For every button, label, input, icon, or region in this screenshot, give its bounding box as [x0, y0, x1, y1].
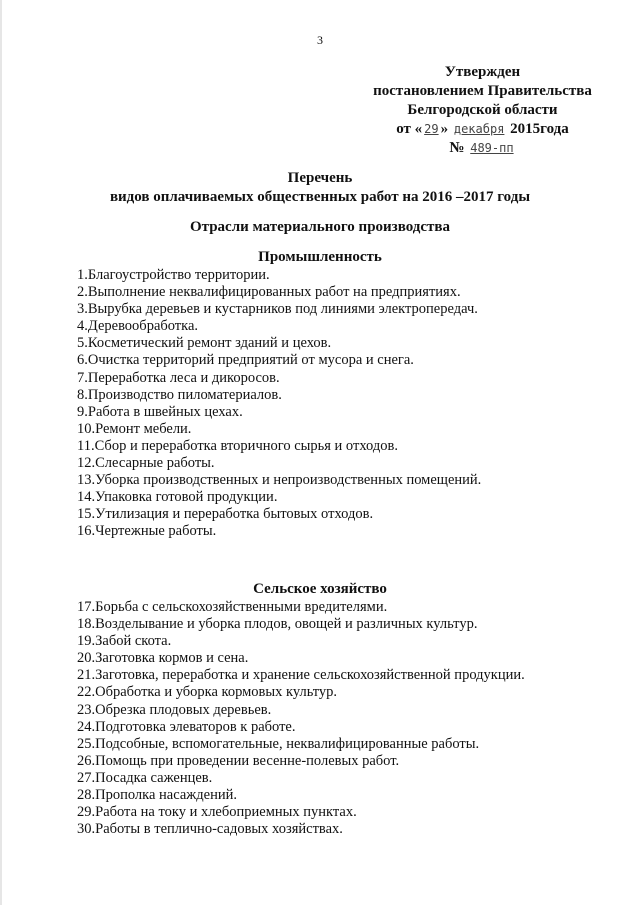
list-item: 20.Заготовка кормов и сена.: [77, 650, 249, 667]
document-title: Перечень: [287, 170, 353, 186]
list-item: 30.Работы в теплично-садовых хозяйствах.: [77, 821, 343, 838]
date-prefix: от «: [396, 121, 423, 137]
agriculture-list: [77, 599, 617, 838]
document-subtitle: видов оплачиваемых общественных работ на 2016 –2017 годы: [109, 189, 531, 205]
list-item: 19.Забой скота.: [77, 633, 172, 650]
date-day: 29: [424, 122, 439, 136]
list-item: 25.Подсобные, вспомогательные, неквалифицированные работы.: [77, 735, 480, 752]
section-heading-agriculture: Сельское хозяйство: [253, 581, 387, 597]
list-item: 21.Заготовка, переработка и хранение сельскохозяйственной продукции.: [77, 667, 525, 684]
approval-number: [355, 139, 610, 158]
date-month: декабря: [453, 122, 505, 136]
list-item: 1.Благоустройство территории.: [77, 267, 270, 283]
section-heading-industry: Промышленность: [258, 249, 382, 265]
list-item: 17.Борьба с сельскохозяйственными вредителями.: [77, 599, 388, 615]
list-item: 4.Деревообработка.: [77, 318, 199, 335]
list-item: 2.Выполнение неквалифицированных работ на предприятиях.: [77, 284, 461, 301]
number-prefix: №: [449, 140, 465, 156]
approval-line-3: Белгородской области: [407, 102, 558, 118]
list-item: 3.Вырубка деревьев и кустарников под линиями электропередач.: [77, 301, 478, 318]
list-item: 8.Производство пиломатериалов.: [77, 386, 282, 403]
list-item: 14.Упаковка готовой продукции.: [77, 489, 278, 506]
list-item: 11.Сбор и переработка вторичного сырья и отходов.: [77, 437, 398, 454]
list-item: 16.Чертежные работы.: [77, 523, 217, 540]
approval-date: [355, 120, 610, 139]
approval-line-2: постановлением Правительства: [373, 83, 592, 99]
list-item: 7.Переработка леса и дикоросов.: [77, 369, 280, 386]
approval-line-1: Утвержден: [444, 64, 521, 80]
list-item: 24.Подготовка элеваторов к работе.: [77, 718, 296, 735]
list-item: 10.Ремонт мебели.: [77, 420, 192, 437]
list-item: 27.Посадка саженцев.: [77, 769, 213, 786]
list-item: 13.Уборка производственных и непроизводственных помещений.: [77, 472, 482, 489]
list-item: 12.Слесарные работы.: [77, 455, 215, 472]
list-item: 26.Помощь при проведении весенне-полевых работ.: [77, 752, 400, 769]
list-item: 6.Очистка территорий предприятий от мусора и снега.: [77, 352, 414, 369]
date-mid: »: [440, 121, 449, 137]
list-item: 23.Обрезка плодовых деревьев.: [77, 701, 272, 718]
approval-stamp: [355, 63, 610, 158]
list-item: 29.Работа на току и хлебоприемных пунктах.: [77, 804, 357, 821]
number-value: 489-пп: [470, 141, 514, 155]
industry-list: [77, 267, 617, 541]
list-item: 5.Косметический ремонт зданий и цехов.: [77, 335, 332, 352]
date-year: 2015года: [510, 121, 569, 137]
branch-title: Отрасли материального производства: [189, 219, 450, 235]
list-item: 15.Утилизация и переработка бытовых отходов.: [77, 506, 374, 523]
list-item: 22.Обработка и уборка кормовых культур.: [77, 684, 338, 701]
list-item: 9.Работа в швейных цехах.: [77, 403, 243, 420]
page-number: 3: [317, 33, 323, 47]
scan-edge: [0, 0, 2, 905]
list-item: 18.Возделывание и уборка плодов, овощей и различных культур.: [77, 616, 478, 633]
list-item: 28.Прополка насаждений.: [77, 787, 238, 804]
